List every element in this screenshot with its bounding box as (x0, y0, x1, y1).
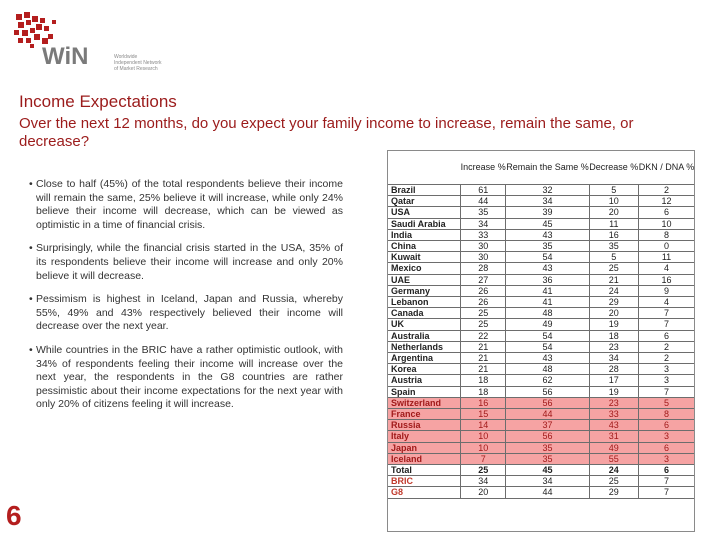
page-number: 6 (6, 500, 22, 531)
table-row (388, 453, 695, 464)
table-row (388, 442, 695, 453)
value-cell: 20 (589, 207, 638, 218)
value-cell: 6 (639, 207, 695, 218)
table-row (388, 330, 695, 341)
value-cell: 8 (639, 229, 695, 240)
country-cell: Brazil (388, 185, 461, 196)
value-cell: 55 (589, 453, 638, 464)
table-row (388, 196, 695, 207)
value-cell: 25 (461, 319, 506, 330)
value-cell: 17 (589, 375, 638, 386)
finding-bullet: • Close to half (45%) of the total respondents believe their income will remain the same, 25% believe it will increase, while only 24% believe their income will decrease, which can be viewed as optimistic in a time of financial crisis. (29, 178, 343, 232)
value-cell: 2 (639, 341, 695, 352)
page-title: Income Expectations (19, 92, 177, 111)
country-cell: France (388, 409, 461, 420)
value-cell: 34 (461, 218, 506, 229)
country-cell: Russia (388, 420, 461, 431)
logo-tagline (114, 54, 174, 72)
value-cell: 56 (506, 386, 589, 397)
table-row (388, 364, 695, 375)
table-row (388, 386, 695, 397)
logo-line: Worldwide (114, 54, 138, 60)
finding-bullet: • Surprisingly, while the financial crisis started in the USA, 35% of its respondents believe their income will increase and only 20% believe it will decrease. (29, 242, 343, 283)
value-cell: 33 (461, 229, 506, 240)
value-cell: 3 (639, 431, 695, 442)
country-cell: Korea (388, 364, 461, 375)
value-cell: 61 (461, 185, 506, 196)
value-cell: 45 (506, 218, 589, 229)
value-cell: 43 (589, 420, 638, 431)
findings-list (29, 178, 343, 422)
value-cell: 41 (506, 285, 589, 296)
value-cell: 10 (461, 442, 506, 453)
country-cell: Iceland (388, 453, 461, 464)
table-row (388, 341, 695, 352)
value-cell: 31 (589, 431, 638, 442)
value-cell: 21 (461, 364, 506, 375)
survey-question: Over the next 12 months, do you expect your family income to increase, remain the same, or decrease? (19, 115, 634, 150)
value-cell: 10 (461, 431, 506, 442)
value-cell: 21 (461, 341, 506, 352)
value-cell: 0 (639, 241, 695, 252)
header-decrease: Decrease % (589, 161, 639, 172)
header-increase: Increase % (460, 161, 506, 172)
value-cell: 43 (506, 263, 589, 274)
value-cell: 25 (589, 476, 638, 487)
value-cell: 24 (589, 285, 638, 296)
header-same: Remain the Same % (506, 161, 589, 172)
value-cell: 6 (639, 442, 695, 453)
value-cell: 26 (461, 297, 506, 308)
value-cell: 11 (589, 218, 638, 229)
country-cell: Saudi Arabia (388, 218, 461, 229)
table-row (388, 308, 695, 319)
table-row (388, 431, 695, 442)
value-cell: 35 (461, 207, 506, 218)
value-cell: 35 (506, 453, 589, 464)
table-row (388, 353, 695, 364)
value-cell: 32 (506, 185, 589, 196)
value-cell: 18 (461, 375, 506, 386)
value-cell: 27 (461, 274, 506, 285)
value-cell: 54 (506, 330, 589, 341)
value-cell: 16 (461, 397, 506, 408)
table-row (388, 297, 695, 308)
value-cell: 6 (639, 420, 695, 431)
value-cell: 44 (506, 487, 589, 498)
finding-bullet: • Pessimism is highest in Iceland, Japan and Russia, whereby 55%, 49% and 43% respectively believed their income will decrease over the next year. (29, 293, 343, 334)
value-cell: 28 (461, 263, 506, 274)
value-cell: 19 (589, 319, 638, 330)
value-cell: 54 (506, 341, 589, 352)
value-cell: 56 (506, 397, 589, 408)
table-row (388, 319, 695, 330)
value-cell: 15 (461, 409, 506, 420)
value-cell: 35 (506, 442, 589, 453)
value-cell: 34 (506, 196, 589, 207)
value-cell: 3 (639, 364, 695, 375)
value-cell: 62 (506, 375, 589, 386)
value-cell: 11 (639, 252, 695, 263)
value-cell: 34 (506, 476, 589, 487)
table-row (388, 274, 695, 285)
value-cell: 5 (589, 185, 638, 196)
table-row (388, 252, 695, 263)
value-cell: 5 (639, 397, 695, 408)
value-cell: 18 (461, 386, 506, 397)
value-cell: 33 (589, 409, 638, 420)
income-table-container (387, 150, 695, 532)
table-row (388, 285, 695, 296)
country-cell: Australia (388, 330, 461, 341)
value-cell: 48 (506, 308, 589, 319)
value-cell: 56 (506, 431, 589, 442)
country-cell: Lebanon (388, 297, 461, 308)
value-cell: 4 (639, 297, 695, 308)
country-cell: Kuwait (388, 252, 461, 263)
value-cell: 49 (506, 319, 589, 330)
value-cell: 29 (589, 297, 638, 308)
country-cell: USA (388, 207, 461, 218)
value-cell: 30 (461, 241, 506, 252)
country-cell: India (388, 229, 461, 240)
table-row (388, 263, 695, 274)
table-row (388, 487, 695, 498)
win-logo-graphic (14, 12, 110, 68)
value-cell: 24 (589, 465, 638, 476)
value-cell: 3 (639, 375, 695, 386)
value-cell: 10 (589, 196, 638, 207)
value-cell: 4 (639, 263, 695, 274)
table-row (388, 465, 695, 476)
value-cell: 25 (461, 465, 506, 476)
header-dkn: DKN / DNA % (638, 161, 695, 172)
table-row (388, 476, 695, 487)
value-cell: 7 (639, 487, 695, 498)
value-cell: 18 (589, 330, 638, 341)
value-cell: 30 (461, 252, 506, 263)
value-cell: 6 (639, 465, 695, 476)
value-cell: 6 (639, 330, 695, 341)
value-cell: 12 (639, 196, 695, 207)
value-cell: 2 (639, 353, 695, 364)
value-cell: 5 (589, 252, 638, 263)
country-cell: UK (388, 319, 461, 330)
value-cell: 35 (506, 241, 589, 252)
value-cell: 29 (589, 487, 638, 498)
table-row (388, 409, 695, 420)
value-cell: 23 (589, 341, 638, 352)
value-cell: 19 (589, 386, 638, 397)
country-cell: Switzerland (388, 397, 461, 408)
value-cell: 20 (589, 308, 638, 319)
value-cell: 22 (461, 330, 506, 341)
value-cell: 10 (639, 218, 695, 229)
value-cell: 44 (461, 196, 506, 207)
table-row (388, 218, 695, 229)
country-cell: Japan (388, 442, 461, 453)
table-row (388, 241, 695, 252)
value-cell: 28 (589, 364, 638, 375)
value-cell: 34 (461, 476, 506, 487)
value-cell: 7 (639, 319, 695, 330)
value-cell: 36 (506, 274, 589, 285)
table-header-row (388, 150, 695, 185)
country-cell: Austria (388, 375, 461, 386)
value-cell: 54 (506, 252, 589, 263)
country-cell: Spain (388, 386, 461, 397)
country-cell: China (388, 241, 461, 252)
value-cell: 41 (506, 297, 589, 308)
country-cell: Italy (388, 431, 461, 442)
value-cell: 34 (589, 353, 638, 364)
value-cell: 43 (506, 353, 589, 364)
value-cell: 7 (639, 308, 695, 319)
value-cell: 3 (639, 453, 695, 464)
value-cell: 8 (639, 409, 695, 420)
country-cell: Canada (388, 308, 461, 319)
logo-line: of Market Research (114, 66, 158, 72)
value-cell: 45 (506, 465, 589, 476)
header-country (388, 150, 461, 185)
country-cell: Netherlands (388, 341, 461, 352)
table-row (388, 207, 695, 218)
finding-bullet: • While countries in the BRIC have a rather optimistic outlook, with 34% of respondents feeling their income will increase over the next year, the respondents in the G8 countries are rather pessimistic about their income expectations for the next year with only 20% of citizens feeling it will increase. (29, 344, 343, 412)
logo-wordmark: WiN (42, 43, 89, 68)
value-cell: 2 (639, 185, 695, 196)
value-cell: 44 (506, 409, 589, 420)
value-cell: 7 (639, 386, 695, 397)
table-row (388, 397, 695, 408)
table-row (388, 420, 695, 431)
logo-line: Independent Network (114, 60, 162, 66)
country-cell: Argentina (388, 353, 461, 364)
value-cell: 21 (461, 353, 506, 364)
value-cell: 37 (506, 420, 589, 431)
value-cell: 20 (461, 487, 506, 498)
value-cell: 21 (589, 274, 638, 285)
value-cell: 16 (639, 274, 695, 285)
value-cell: 39 (506, 207, 589, 218)
value-cell: 48 (506, 364, 589, 375)
value-cell: 7 (639, 476, 695, 487)
value-cell: 23 (589, 397, 638, 408)
country-cell: G8 (388, 487, 461, 498)
country-cell: BRIC (388, 476, 461, 487)
table-body (388, 185, 695, 499)
win-logo (14, 12, 162, 72)
value-cell: 35 (589, 241, 638, 252)
value-cell: 7 (461, 453, 506, 464)
value-cell: 16 (589, 229, 638, 240)
value-cell: 9 (639, 285, 695, 296)
value-cell: 14 (461, 420, 506, 431)
value-cell: 26 (461, 285, 506, 296)
country-cell: Germany (388, 285, 461, 296)
country-cell: Mexico (388, 263, 461, 274)
value-cell: 49 (589, 442, 638, 453)
table-row (388, 229, 695, 240)
value-cell: 25 (589, 263, 638, 274)
value-cell: 43 (506, 229, 589, 240)
table-row (388, 185, 695, 196)
income-expectations-table (387, 150, 695, 499)
country-cell: Total (388, 465, 461, 476)
value-cell: 25 (461, 308, 506, 319)
table-row (388, 375, 695, 386)
country-cell: UAE (388, 274, 461, 285)
country-cell: Qatar (388, 196, 461, 207)
